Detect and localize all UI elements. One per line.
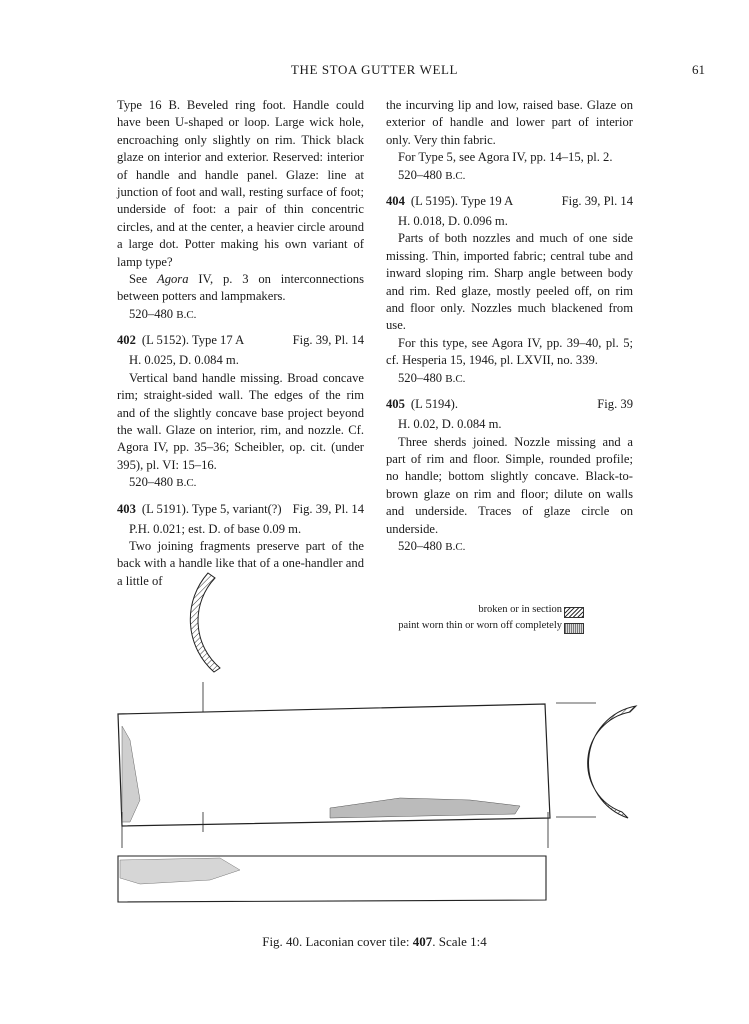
caption-prefix: Fig. 40. Laconian cover tile: [262,934,413,949]
bc-label: B.C. [445,540,466,553]
intro-paragraph: Type 16 B. Beveled ring foot. Handle could have been U-shaped or loop. Large wick hole, encroaching only slightly on rim. Thick black glaze on interior and exterior. Reserved: interior of handle and handle panel. Glaze: line at junction of foot and wall, resting surface of foot; underside of foot: a pair of thin concentric circles, and at the center, a heavier circle around a large dot. Potter making his own variant of lamp type? [117,98,364,269]
caption-number: 407 [412,934,433,949]
date-value: 520–480 [129,306,174,321]
dimensions: P.H. 0.021; est. D. of base 0.09 m. [129,521,302,536]
dimensions: H. 0.02, D. 0.084 m. [398,417,502,432]
figure-reference: Fig. 39, Pl. 14 [292,333,364,348]
bc-label: B.C. [445,372,466,385]
type5-note: For Type 5, see Agora IV, pp. 14–15, pl. 2. [398,150,613,165]
bc-label: B.C. [445,169,466,182]
caption-suffix: . Scale 1:4 [432,934,487,949]
date-value: 520–480 [398,167,443,182]
legend-label-paint: paint worn thin or worn off completely [398,620,562,631]
date-value: 520–480 [398,538,443,553]
dimensions: H. 0.025, D. 0.084 m. [129,353,239,368]
see-note-ref: Agora [157,272,189,287]
catalog-number: 405 [386,397,405,412]
legend-label-broken: broken or in section [478,604,562,615]
figure-reference: Fig. 39 [597,397,633,412]
bc-label: B.C. [176,308,197,321]
see-note-post: IV, p. 3 on interconnections between potters and lampmakers. [117,272,364,304]
page-number: 61 [692,62,705,77]
tile-section-profile-top [190,573,220,672]
tile-section-profile-end [588,706,636,818]
catalog-label: (L 5152). Type 17 A [141,333,245,348]
continuation-text: the incurving lip and low, raised base. Glaze on exterior of handle and lower part of interior only. Very thin fabric. [386,98,633,147]
entry-note: For this type, see Agora IV, pp. 39–40, pl. 5; cf. Hesperia 15, 1946, pl. LXVII, no. 339. [386,335,633,368]
figure-caption [0,934,749,950]
see-note-pre: See [129,272,158,287]
figure-reference: Fig. 39, Pl. 14 [561,194,633,209]
entry-description: Two joining fragments preserve part of the back with a handle like that of a one-handler and a little of [117,538,364,588]
catalog-number: 402 [117,333,136,348]
date-value: 520–480 [398,370,443,385]
catalog-number: 404 [386,194,405,209]
figure-reference: Fig. 39, Pl. 14 [292,501,364,516]
catalog-number: 403 [117,501,136,516]
catalog-label: (L 5191). Type 5, variant(?) [141,501,282,516]
dimensions: H. 0.018, D. 0.096 m. [398,214,508,229]
running-title: THE STOA GUTTER WELL [290,62,459,77]
entry-description: Parts of both nozzles and much of one side missing. Thin, imported fabric; central tube and inward sloping rim. Sharp angle between body and rim. Red glaze, mostly peeled off, on rim and floor only. Nozzles much blackened from use. [386,231,633,333]
entry-description: Three sherds joined. Nozzle missing and a part of rim and floor. Simple, rounded profile; no handle; bottom slightly concave. Black-to-brown glaze on rim and floor; dilute on walls and underside. Traces of glaze circle on underside. [386,434,633,536]
entry-description: Vertical band handle missing. Broad concave rim; straight-sided wall. The edges of the rim and of the slightly concave base project beyond the wall. Glaze on interior, rim, and nozzle. Cf. Agora IV, pp. 35–36; Scheibler, op. cit. (under 395), pl. VI: 15–16. [117,370,364,472]
catalog-label: (L 5194). [410,397,458,412]
catalog-label: (L 5195). Type 19 A [410,194,514,209]
date-value: 520–480 [129,475,174,490]
bc-label: B.C. [176,477,197,490]
